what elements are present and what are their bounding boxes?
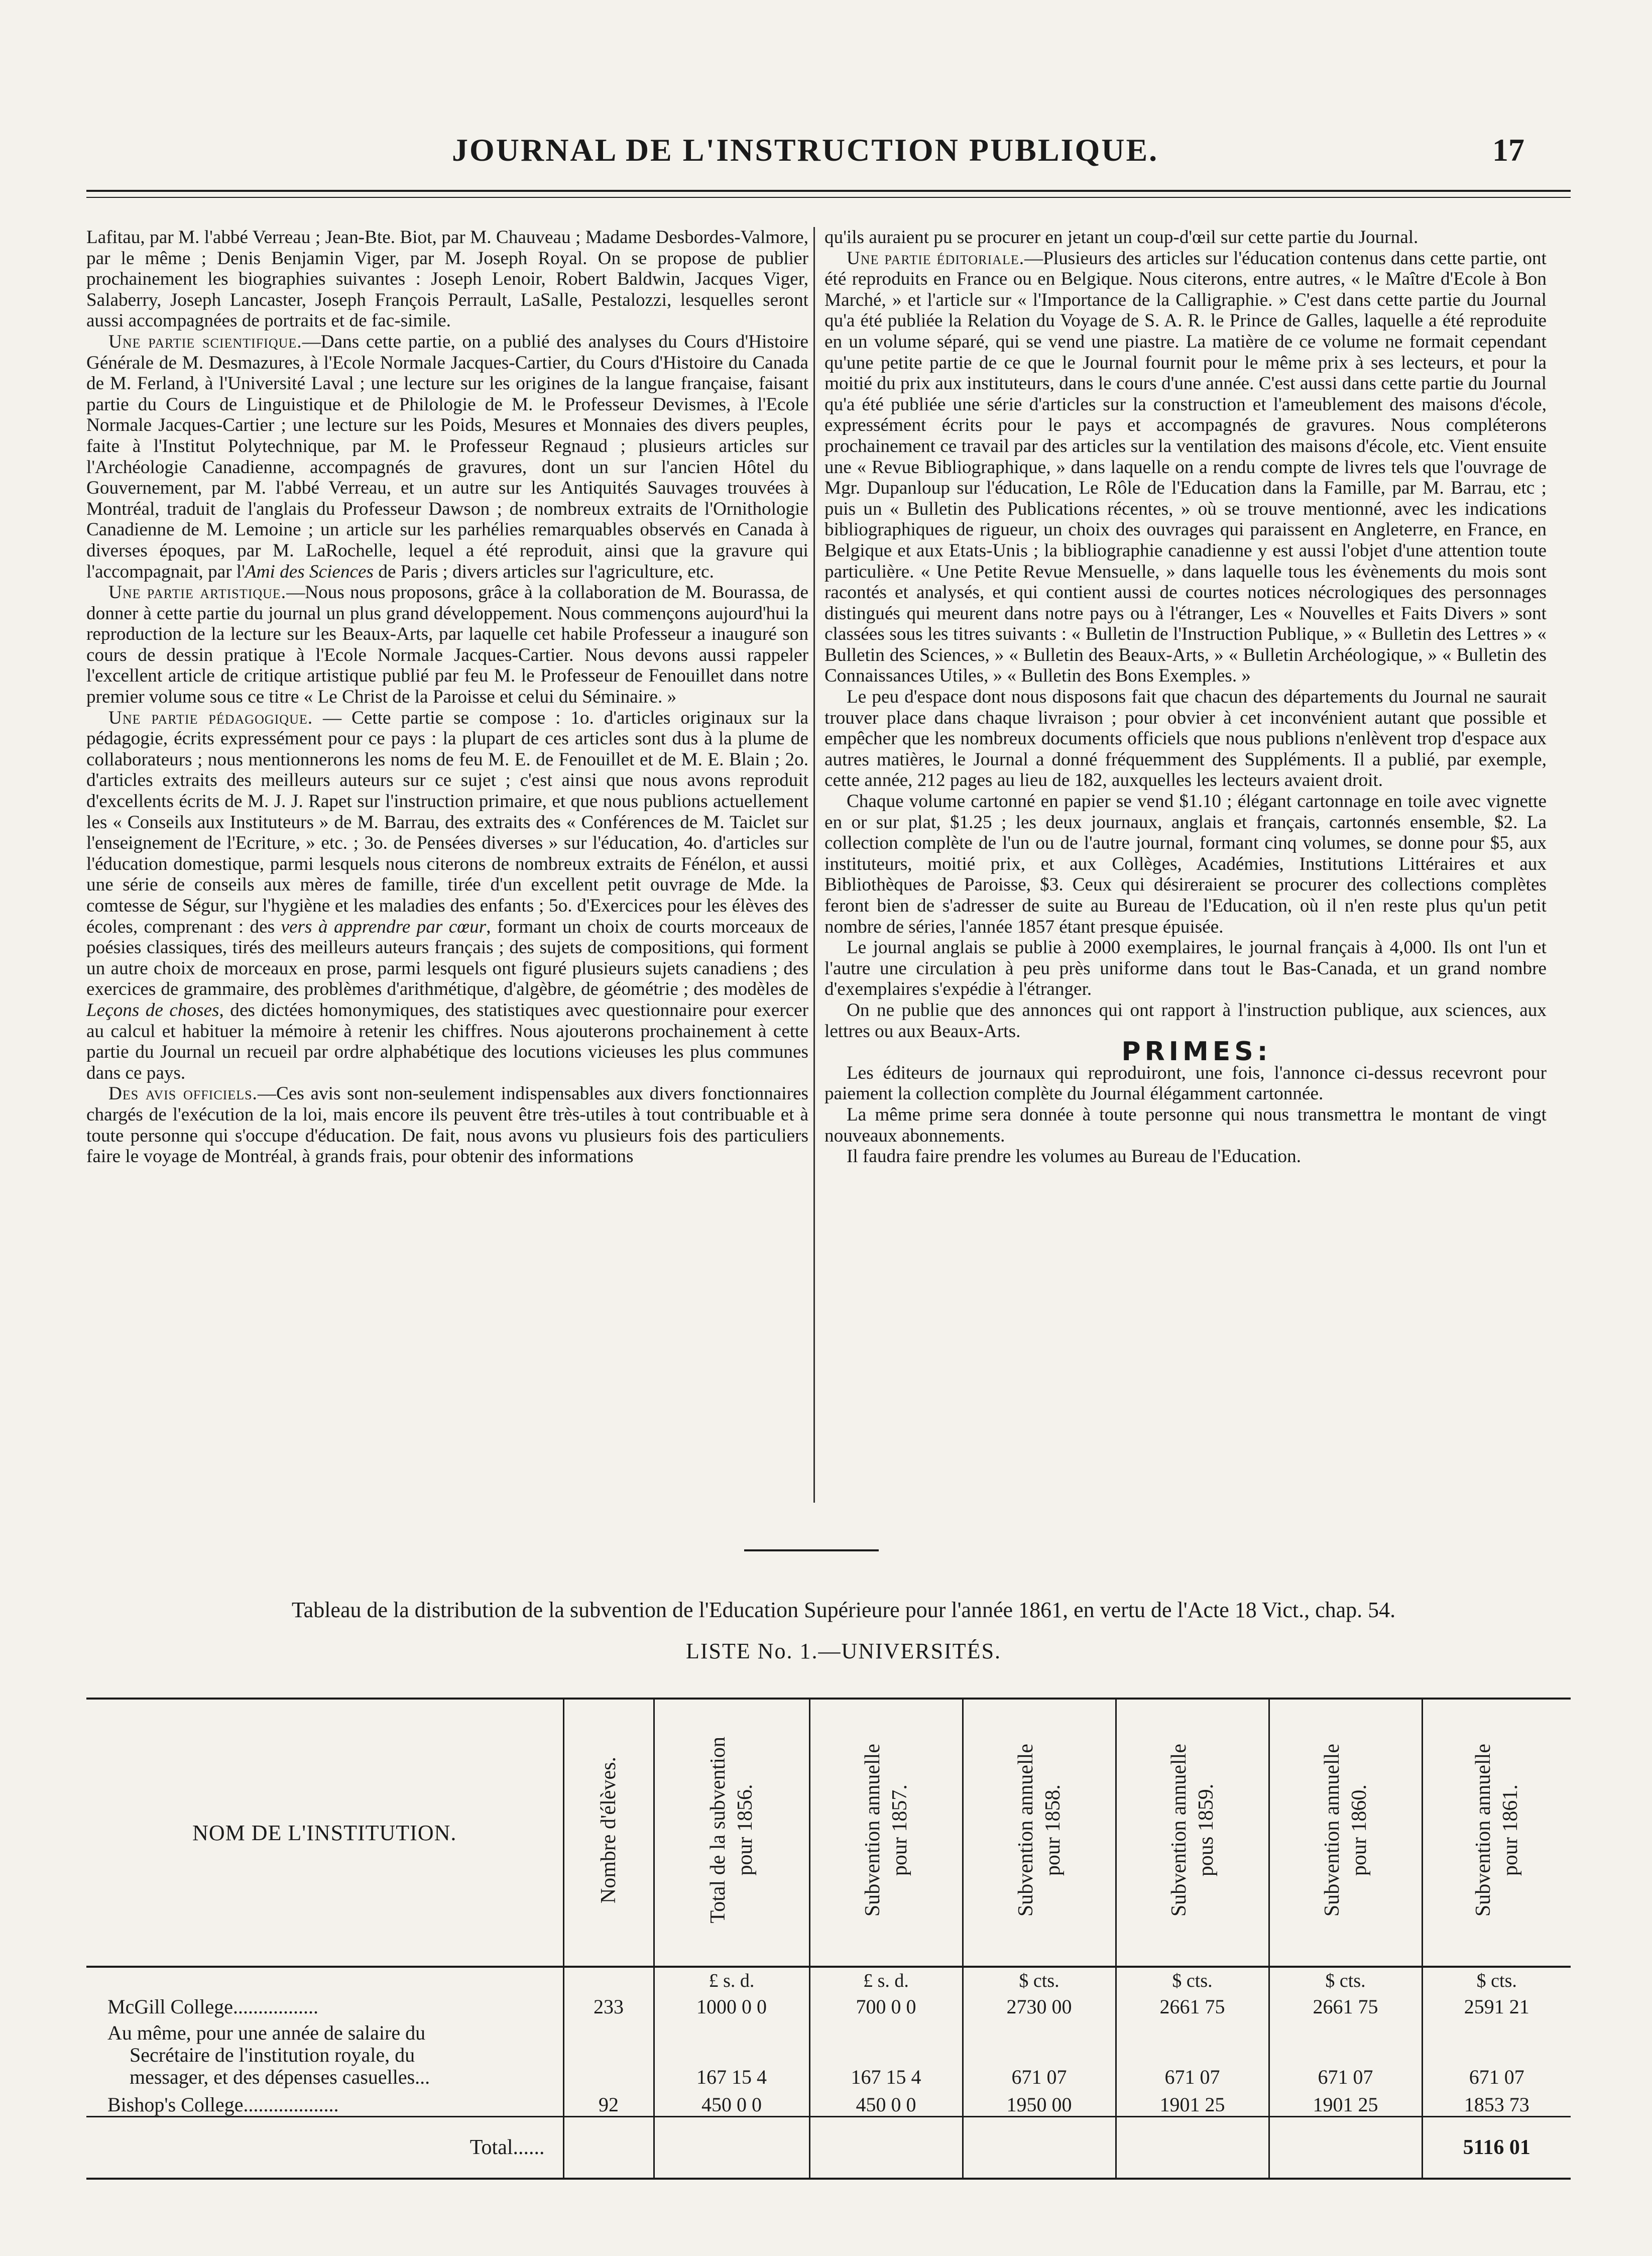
right-para-4: Le journal anglais se publie à 2000 exemplaires, le journal français à 4,000. Ils ont l'un et l'autre une circulation à peu près uniforme dans tout le Bas-Canada, et un grand nombre d'exemplaires s'expédie à l'étranger. <box>824 937 1547 1000</box>
unit-usd: $ cts. <box>1116 1967 1269 1992</box>
table-row: McGill College................. 233 1000 0 0 700 0 0 2730 00 2661 75 2661 75 2591 21 <box>86 1992 1571 2018</box>
right-para-2: Le peu d'espace dont nous disposons fait que chacun des départements du Journal ne saurait trouver place dans chaque livraison ; pour obvier à cet inconvénient autant que possible et empêcher que les nombreux documents officiels que nous publions n'enlèvent trop d'espace aux autres matières, le Journal a donné fréquemment des Suppléments. Il a publié, par exemple, cette année, 212 pages au lieu de 182, auxquelles les lecteurs avaient droit. <box>824 687 1547 791</box>
journal-title: JOURNAL DE L'INSTRUCTION PUBLIQUE. <box>452 132 1159 168</box>
left-para-artistic: Une partie artistique.—Nous nous proposons, grâce à la collaboration de M. Bourassa, de donner à cette partie du journal un plus grand développement. Nous commençons aujourd'hui la reproduction de la lecture sur les Beaux-Arts, par laquelle cet habile Professeur a inauguré son cours de dessin pratique à l'Ecole Normale Jacques-Cartier. Nous devons aussi rappeler l'excellent article de critique artistique publié par feu M. le Professeur de Fenouillet dans notre premier volume sous ce titre « Le Christ de la Paroisse et celui du Séminaire. » <box>86 582 808 708</box>
units-row <box>86 1967 1571 1992</box>
header-rule-top <box>86 190 1571 192</box>
header-rule-bottom <box>86 197 1571 198</box>
primes-heading: PRIMES: <box>1121 1037 1272 1067</box>
unit-usd: $ cts. <box>1269 1967 1422 1992</box>
total-label: Total...... <box>86 2116 563 2179</box>
header-1856: Total de la subvention pour 1856. <box>654 1699 809 1967</box>
table-subtitle: LISTE No. 1.—UNIVERSITÉS. <box>685 1639 1002 1663</box>
left-column <box>86 227 808 1167</box>
table-caption: Tableau de la distribution de la subvention de l'Education Supérieure pour l'année 1861, en vertu de l'Acte 18 Vict., chap. 54. <box>291 1598 1396 1622</box>
left-para-1: Lafitau, par M. l'abbé Verreau ; Jean-Bte. Biot, par M. Chauveau ; Madame Desbordes-Valmore, par le même ; Denis Benjamin Viger, par M. Joseph Royal. On se propose de publier prochainement les biographies suivantes : Joseph Lenoir, Robert Baldwin, Jacques Viger, Salaberry, Joseph Lancaster, Joseph François Perrault, LaSalle, Pestalozzi, lesquelles seront aussi accompagnées de portraits et de fac-simile. <box>86 227 808 331</box>
column-divider <box>813 227 815 1503</box>
table-row: Bishop's College................... 92 450 0 0 450 0 0 1950 00 1901 25 1901 25 1853 73 <box>86 2088 1571 2116</box>
section-lead-official: Des avis officiels. <box>108 1083 258 1104</box>
page-header <box>0 132 1652 182</box>
left-para-pedagogic: Une partie pédagogique. — Cette partie se compose : 1o. d'articles originaux sur la pédagogie, écrits expressément pour ce pays : la plupart de ces articles sont dus à la plume de collaborateurs ; nous mentionnerons les noms de feu M. E. de Fenouillet et de M. E. Blain ; 2o. d'articles extraits des meilleurs auteurs sur ce sujet ; c'est ainsi que nous avons reproduit d'excellents écrits de M. J. J. Rapet sur l'instruction primaire, et que nous publions actuellement les « Conseils aux Instituteurs » de M. Barrau, des extraits des « Conférences de M. Taiclet sur l'enseignement de l'Ecriture, » etc. ; 3o. de Pensées diverses » sur l'éducation, 4o. d'articles sur l'éducation domestique, parmi lesquels nous citerons de nombreux extraits de Fénélon, et aussi une série de conseils aux mères de famille, tirée d'un excellent petit ouvrage de Mde. la comtesse de Ségur, sur l'hygiène et les maladies des enfants ; 5o. d'Exercices pour les élèves des écoles, comprenant : des vers à apprendre par cœur, formant un choix de courts morceaux de poésies classiques, tirés des meilleurs auteurs français ; des sujets de compositions, qui forment un autre choix de morceaux en prose, parmi lesquels ont figuré plusieurs sujets canadiens ; des exercices de grammaire, des problèmes d'arithmétique, d'algèbre, de géométrie ; des modèles de Leçons de choses, des dictées homonymiques, des statistiques avec questionnaire pour exercer au calcul et habituer la mémoire à retenir les chiffres. Nous ajouterons prochainement à cette partie du Journal un recueil par ordre alphabétique des locutions vicieuses les plus communes dans ce pays. <box>86 707 808 1083</box>
section-lead-scientific: Une partie scientifique. <box>108 331 302 352</box>
right-para-6: Les éditeurs de journaux qui reproduiront, une fois, l'annonce ci-dessus recevront pour paiement la collection complète du Journal élégamment cartonnée. <box>824 1062 1547 1104</box>
section-lead-pedagogic: Une partie pédagogique. <box>108 707 313 728</box>
header-eleves: Nombre d'élèves. <box>563 1699 654 1967</box>
header-1861: Subvention annuelle pour 1861. <box>1422 1699 1571 1967</box>
page-number: 17 <box>1492 132 1524 168</box>
total-row <box>86 2116 1571 2179</box>
header-1857: Subvention annuelle pour 1857. <box>809 1699 963 1967</box>
right-para-8: Il faudra faire prendre les volumes au Bureau de l'Education. <box>847 1146 1302 1167</box>
left-para-scientific: Une partie scientifique.—Dans cette partie, on a publié des analyses du Cours d'Histoire Générale de M. Desmazures, à l'Ecole Normale Jacques-Cartier, du Cours d'Histoire du Canada de M. Ferland, à l'Université Laval ; une lecture sur les origines de la langue française, faisant partie du Cours de Linguistique et de Philologie de M. le Professeur Devismes, à l'Ecole Normale Jacques-Cartier ; une lecture sur les Poids, Mesures et Monnaies des divers peuples, faite à l'Institut Polytechnique, par M. le Professeur Regnaud ; plusieurs articles sur l'Archéologie Canadienne, accompagnés de gravures, dont un sur l'ancien Hôtel du Gouvernement, par M. l'abbé Verreau, et un autre sur les Antiquités Sauvages trouvées à Montréal, traduit de l'anglais du Professeur Dawson ; de nombreux extraits de l'Ornithologie Canadienne de M. Lemoine ; un article sur les parhélies remarquables observés en Canada à diverses époques, par M. LaRochelle, lequel a été reproduit, ainsi que la gravure qui l'accompagnait, par l'Ami des Sciences de Paris ; divers articles sur l'agriculture, etc. <box>86 331 809 582</box>
header-1860: Subvention annuelle pour 1860. <box>1269 1699 1422 1967</box>
table-row: Au même, pour une année de salaire du Secrétaire de l'institution royale, du messager, et des dépenses casuelles... 167 15 4 167 15 4 671 07 671 07 671 07 671 07 <box>86 2018 1571 2088</box>
right-para-5: On ne publie que des annonces qui ont rapport à l'instruction publique, aux sciences, aux lettres ou aux Beaux-Arts. <box>824 999 1547 1042</box>
total-value: 5116 01 <box>1422 2116 1571 2179</box>
subsidy-table <box>86 1698 1571 2159</box>
right-para-7: La même prime sera donnée à toute personne qui nous transmettra le montant de vingt nouveaux abonnements. <box>824 1104 1547 1146</box>
header-1858: Subvention annuelle pour 1858. <box>963 1699 1116 1967</box>
unit-usd: $ cts. <box>1422 1967 1571 1992</box>
section-lead-editorial: Une partie éditoriale. <box>847 248 1025 269</box>
right-para-3: Chaque volume cartonné en papier se vend $1.10 ; élégant cartonnage en toile avec vignette en or sur plat, $1.25 ; les deux journaux, anglais et français, cartonnés ensemble, $2. La collection complète de l'un ou de l'autre journal, formant cinq volumes, se donne pour $5, aux instituteurs, moitié prix, et aux Collèges, Académies, Institutions Littéraires et aux Bibliothèques de Paroisse, $3. Ceux qui désireraient se procurer des collections complètes feront bien de s'adresser de suite au Bureau de l'Education, où il n'en reste plus qu'un petit nombre de séries, l'année 1857 étant presque épuisée. <box>824 791 1547 937</box>
header-1859: Subvention annuelle pous 1859. <box>1116 1699 1269 1967</box>
section-lead-artistic: Une partie artistique. <box>108 582 287 603</box>
right-para-0: qu'ils auraient pu se procurer en jetant un coup-d'œil sur cette partie du Journal. <box>824 227 1419 248</box>
section-divider <box>744 1549 879 1551</box>
table-header-row <box>86 1699 1571 1967</box>
left-para-official: Des avis officiels.—Ces avis sont non-seulement indispensables aux divers fonctionnaires chargés de l'exécution de la loi, mais encore ils peuvent être très-utiles à tout contribuable et à toute personne qui s'occupe d'éducation. De fait, nous avons vu plusieurs fois des particuliers faire le voyage de Montréal, à grands frais, pour obtenir des informations <box>86 1083 808 1167</box>
right-para-editorial: Une partie éditoriale.—Plusieurs des articles sur l'éducation contenus dans cette partie, ont été reproduits en France ou en Belgique. Nous citerons, entre autres, « le Maître d'Ecole à Bon Marché, » et l'article sur « l'Importance de la Calligraphie. » C'est dans cette partie du Journal qu'a été publiée la Relation du Voyage de S. A. R. le Prince de Galles, laquelle a été reproduite en un volume séparé, qui se vend une piastre. La matière de ce volume ne formait cependant qu'une petite partie de ce que le Journal fournit pour le même prix à ses lecteurs, et pour la moitié du prix aux instituteurs, dans le cours d'une année. C'est aussi dans cette partie du Journal qu'a été publiée une série d'articles sur la construction et l'ameublement des maisons d'école, expressément écrits pour le pays et accompagnés de gravures. Nous compléterons prochainement ce travail par des articles sur la ventilation des maisons d'école, etc. Vient ensuite une « Revue Bibliographique, » dans laquelle on a rendu compte de livres tels que l'ouvrage de Mgr. Dupanloup sur l'éducation, Le Rôle de l'Education dans la Famille, par M. Barrau, etc ; puis un « Bulletin des Publications récentes, » où se trouve mentionné, avec les indications bibliographiques de rigueur, un choix des ouvrages qui paraissent en Angleterre, en France, en Belgique et aux Etats-Unis ; la bibliographie canadienne y est aussi l'objet d'une attention toute particulière. « Une Petite Revue Mensuelle, » dans laquelle tous les évènements du mois sont racontés et analysés, et qui contient aussi de courtes notices nécrologiques des personnages distingués qui meurent dans notre pays ou à l'étranger, Les « Nouvelles et Faits Divers » sont classées sous les titres suivants : « Bulletin de l'Instruction Publique, » « Bulletin des Lettres » « Bulletin des Sciences, » « Bulletin des Beaux-Arts, » « Bulletin Archéologique, » « Bulletin des Connaissances Utiles, » « Bulletin des Bons Exemples. » <box>824 248 1547 687</box>
unit-gbp: £ s. d. <box>809 1967 963 1992</box>
unit-gbp: £ s. d. <box>654 1967 809 1992</box>
right-column <box>824 227 1547 1167</box>
unit-usd: $ cts. <box>963 1967 1116 1992</box>
header-name: NOM DE L'INSTITUTION. <box>86 1699 563 1967</box>
